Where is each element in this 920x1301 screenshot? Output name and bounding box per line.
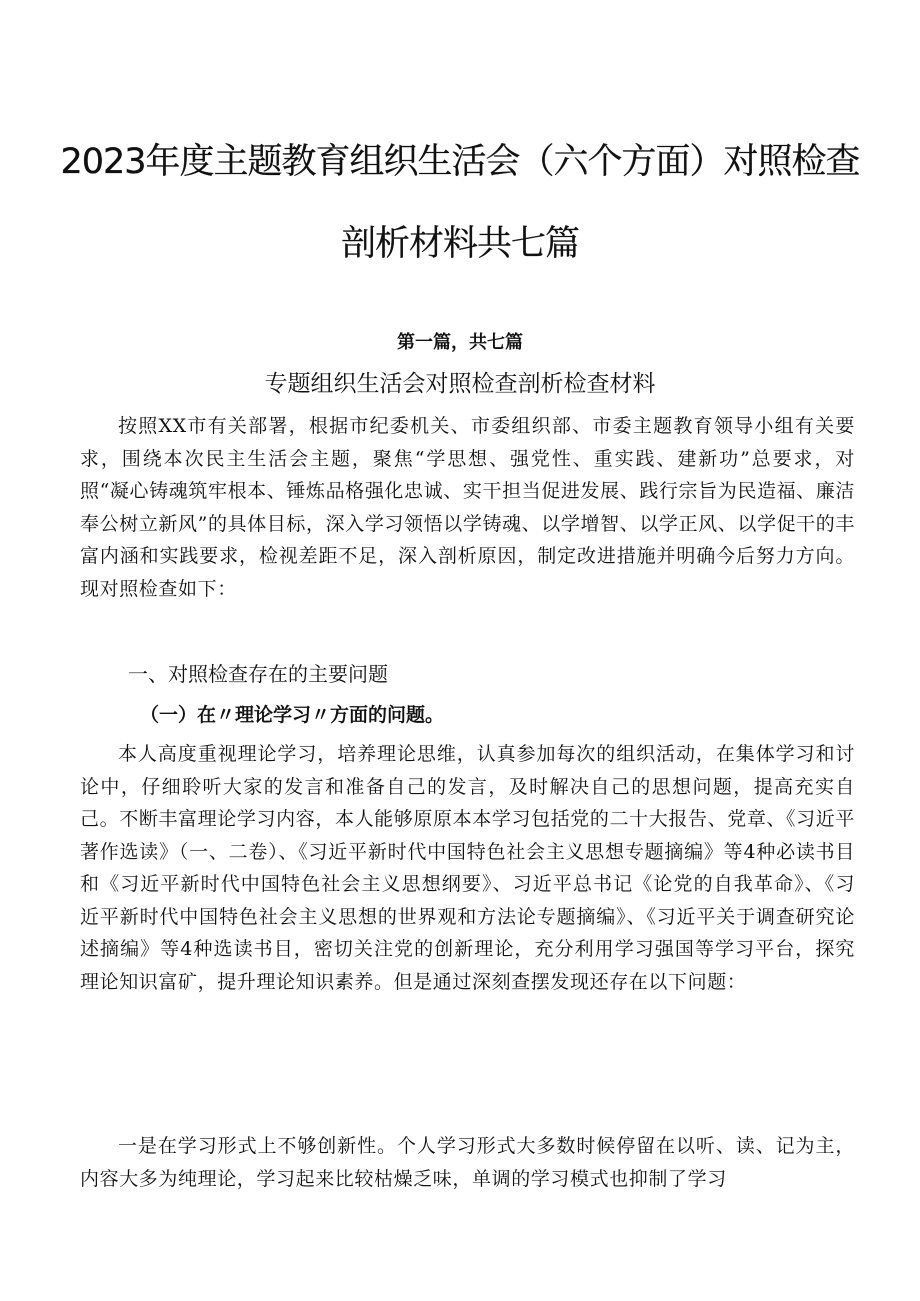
section-heading-1: 一、对照检查存在的主要问题: [128, 662, 388, 686]
part-label: 第一篇，共七篇: [397, 332, 523, 353]
intro-paragraph: 按照XX市有关部署，根据市纪委机关、市委组织部、市委主题教育领导小组有关要求，围绕本次民主生活会主题，聚焦“学思想、强党性、重实践、建新功”总要求，对照“凝心铸魂筑牢根本、锤炼品格强化忠诚、实干担当促进发展、践行宗旨为民造福、廉洁奉公树立新风”的具体目标，深入学习领悟以学铸魂、以学增智、以学正风、以学促干的丰富内涵和实践要求，检视差距不足，深入剖析原因，制定改进措施并明确今后努力方向。现对照检查如下：: [80, 415, 855, 600]
section-subtitle: 专题组织生活会对照检查剖析检查材料: [264, 371, 656, 397]
body-paragraph-2: 一是在学习形式上不够创新性。个人学习形式大多数时候停留在以听、读、记为主，内容大多为纯理论，学习起来比较枯燥乏味，单调的学习模式也抑制了学习: [80, 1135, 855, 1190]
body-paragraph-1: 本人高度重视理论学习，培养理论思维，认真参加每次的组织活动，在集体学习和讨论中，仔细聆听大家的发言和准备自己的发言，及时解决自己的思想问题，提高充实自己。不断丰富理论学习内容，本人能够原原本本学习包括党的二十大报告、党章、《习近平著作选读》（一、二卷）、《习近平新时代中国特色社会主义思想专题摘编》等4种必读书目和《习近平新时代中国特色社会主义思想纲要》、习近平总书记《论党的自我革命》、《习近平新时代中国特色社会主义思想的世界观和方法论专题摘编》、《习近平关于调查研究论述摘编》等4种选读书目，密切关注党的创新理论，充分利用学习强国等学习平台，探究理论知识富矿，提升理论知识素养。但是通过深刻查摆发现还存在以下问题：: [80, 743, 855, 993]
subsection-heading-1: （一）在〃理论学习〃方面的问题。: [140, 704, 445, 726]
document-title-line-1: 2023年度主题教育组织生活会（六个方面）对照检查: [60, 142, 860, 182]
document-title-line-2: 剖析材料共七篇: [340, 224, 579, 264]
